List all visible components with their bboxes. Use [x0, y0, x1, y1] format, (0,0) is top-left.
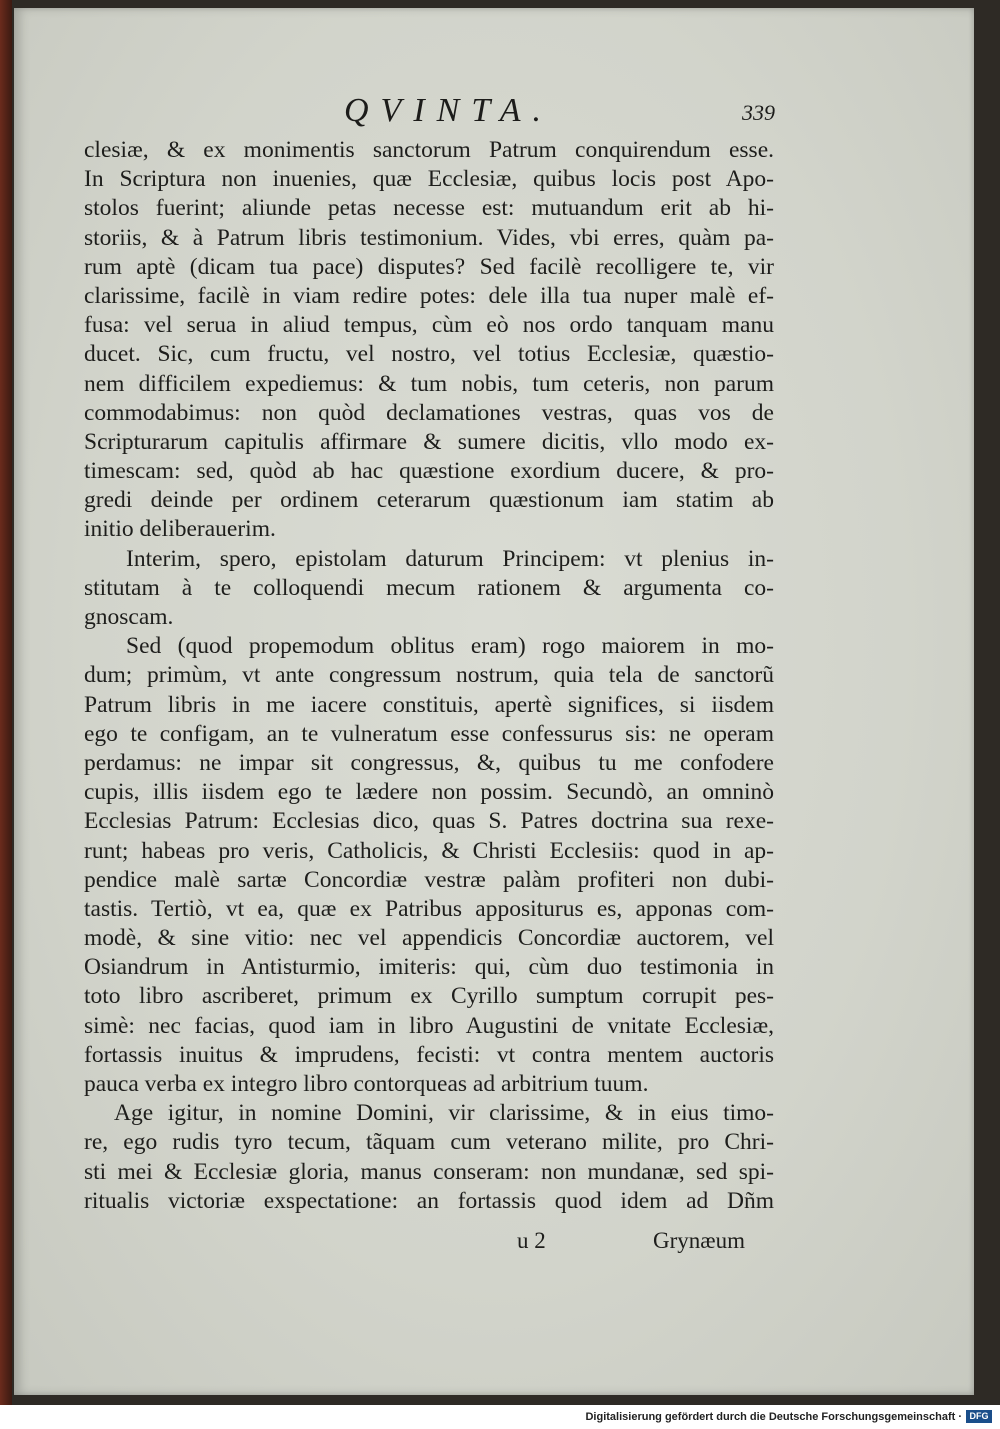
text-line: timescam: sed, quòd ab hac quæstione exordium ducere, & pro-: [84, 458, 774, 485]
running-head: QVINTA.: [344, 92, 553, 129]
text-line: modè, & sine vitio: nec vel appendicis Concordiæ auctorem, vel: [84, 925, 774, 952]
text-line: Sed (quod propemodum oblitus eram) rogo maiorem in mo-: [126, 633, 774, 660]
text-line: re, ego rudis tyro tecum, tãquam cum veterano milite, pro Chri-: [84, 1129, 774, 1156]
text-line: toto libro ascriberet, primum ex Cyrillo sumptum corrupit pes-: [84, 983, 774, 1010]
funding-notice: Digitalisierung gefördert durch die Deutsche Forschungsgemeinschaft ·: [585, 1411, 962, 1423]
text-line: gnoscam.: [84, 604, 174, 630]
text-line: ritualis victoriæ exspectatione: an fortassis quod idem ad Dñm: [84, 1187, 774, 1214]
text-line: tastis. Tertiò, vt ea, quæ ex Patribus appositurus es, apponas com-: [84, 895, 774, 922]
text-line: pendice malè sartæ Concordiæ vestræ palàm profiteri non dubi-: [84, 866, 774, 893]
text-line: stolos fuerint; aliunde petas necesse est: mutuandum erit ab hi-: [84, 195, 774, 222]
text-line: cupis, illis iisdem ego te lædere non possim. Secundò, an omninò: [84, 779, 774, 806]
text-line: Patrum libris in me iacere constituis, apertè significes, si iisdem: [84, 691, 774, 718]
text-line: gredi deinde per ordinem ceterarum quæstionum iam statim ab: [84, 487, 774, 514]
body-text: [84, 136, 774, 1216]
text-line: storiis, & à Patrum libris testimonium. Vides, vbi erres, quàm pa-: [84, 224, 774, 251]
catchword: Grynæum: [653, 1228, 745, 1253]
text-line: fortassis inuitus & imprudens, fecisti: vt contra mentem auctoris: [84, 1041, 774, 1068]
text-line: perdamus: ne impar sit congressus, &, quibus tu me confodere: [84, 749, 774, 776]
text-line: Scripturarum capitulis affirmare & sumere dicitis, vllo modo ex-: [84, 428, 774, 455]
text-line: pauca verba ex integro libro contorqueas ad arbitrium tuum.: [84, 1071, 649, 1097]
text-line: Interim, spero, epistolam daturum Principem: vt plenius in-: [126, 545, 774, 572]
text-line: fusa: vel serua in aliud tempus, cùm eò nos ordo tanquam manu: [84, 312, 774, 339]
dfg-logo: DFG: [966, 1410, 992, 1423]
book-page: [14, 8, 974, 1395]
signature-mark: u 2: [517, 1228, 546, 1253]
text-line: Ecclesias Patrum: Ecclesias dico, quas S. Patres doctrina sua rexe-: [84, 808, 774, 835]
text-line: simè: nec facias, quod iam in libro Augustini de vnitate Ecclesiæ,: [84, 1012, 774, 1039]
text-line: clarissime, facilè in viam redire potes: dele illa tua nuper malè ef-: [84, 282, 774, 309]
page-number: 339: [742, 100, 775, 125]
text-line: dum; primùm, vt ante congressum nostrum, quia tela de sanctorũ: [84, 662, 774, 689]
text-line: Age igitur, in nomine Domini, vir clarissime, & in eius timo-: [114, 1100, 774, 1127]
text-line: ducet. Sic, cum fructu, vel nostro, vel totius Ecclesiæ, quæstio-: [84, 341, 774, 368]
text-line: runt; habeas pro veris, Catholicis, & Christi Ecclesiis: quod in ap-: [84, 837, 774, 864]
text-line: ego te configam, an te vulneratum esse confessurus sis: ne operam: [84, 720, 774, 747]
text-line: sti mei & Ecclesiæ gloria, manus conseram: non mundanæ, sed spi-: [84, 1158, 774, 1185]
text-line: rum aptè (dicam tua pace) disputes? Sed facilè recolligere te, vir: [84, 253, 774, 280]
funding-footer: [0, 1405, 1000, 1429]
text-line: nem difficilem expediemus: & tum nobis, tum ceteris, non parum: [84, 370, 774, 397]
text-line: stitutam à te colloquendi mecum rationem & argumenta co-: [84, 574, 774, 601]
text-line: initio deliberauerim.: [84, 516, 276, 543]
book-spine: [0, 0, 12, 1405]
text-line: clesiæ, & ex monimentis sanctorum Patrum conquirendum esse.: [84, 137, 774, 163]
text-line: Osiandrum in Antisturmio, imiteris: qui, cùm duo testimonia in: [84, 954, 774, 981]
text-line: In Scriptura non inuenies, quæ Ecclesiæ, quibus locis post Apo-: [84, 166, 774, 193]
text-line: commodabimus: non quòd declamationes vestras, quas vos de: [84, 399, 774, 426]
